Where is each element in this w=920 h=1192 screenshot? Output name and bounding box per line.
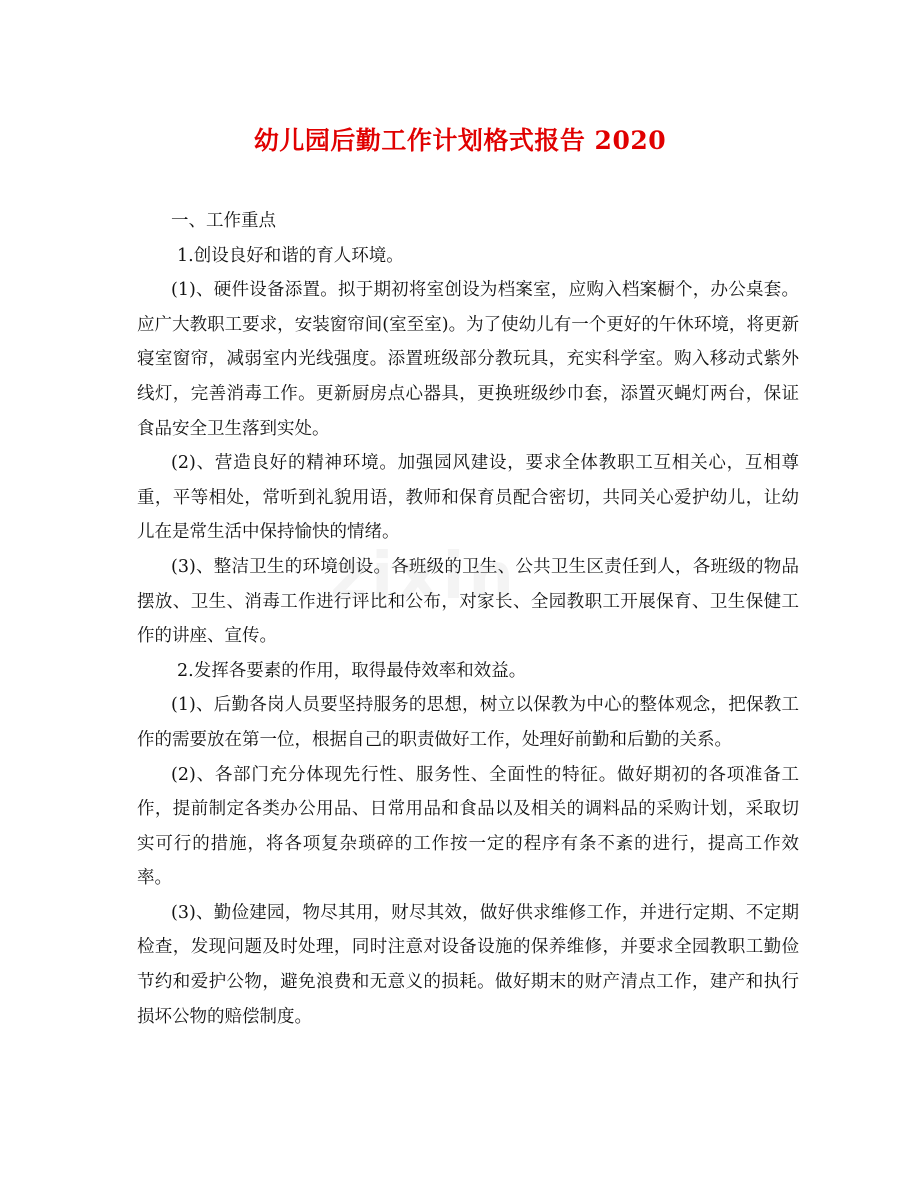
paragraph-5: (2)、各部门充分体现先行性、服务性、全面性的特征。做好期初的各项准备工作，提前制定各类办公用品、日常用品和食品以及相关的调料品的采购计划，采取切实可行的措施，将各项复杂琐碎的工作按一定的程序有条不紊的进行，提高工作效率。 [137,764,799,889]
paragraph-1: (1)、硬件设备添置。拟于期初将室创设为档案室，应购入档案橱个，办公桌套。应广大教职工要求，安装窗帘间(室至室)。为了使幼儿有一个更好的午休环境，将更新寝室窗帘，减弱室内光线强度。添置班级部分教玩具，充实科学室。购入移动式紫外线灯，完善消毒工作。更新厨房点心器具，更换班级纱巾套，添置灭蝇灯两台，保证食品安全卫生落到实处。 [137,280,799,439]
paragraph-2: (2)、营造良好的精神环境。加强园风建设，要求全体教职工互相关心，互相尊重，平等相处，常听到礼貌用语，教师和保育员配合密切，共同关心爱护幼儿，让幼儿在是常生活中保持愉快的情绪。 [137,453,799,543]
document-title: 幼儿园后勤工作计划格式报告 2020 [253,126,667,155]
subheading-1: 1.创设良好和谐的育人环境。 [177,245,404,266]
document-body [137,204,799,1034]
subheading-2: 2.发挥各要素的作用，取得最侍效率和效益。 [177,660,527,681]
paragraph-4: (1)、后勤各岗人员要坚持服务的思想，树立以保教为中心的整体观念，把保教工作的需要放在第一位，根据自己的职责做好工作，处理好前勤和后勤的关系。 [137,695,799,750]
paragraph-6: (3)、勤俭建园，物尽其用，财尽其效，做好供求维修工作，并进行定期、不定期检查，发现问题及时处理，同时注意对设备设施的保养维修，并要求全园教职工勤俭节约和爱护公物，避免浪费和无意义的损耗。做好期末的财产清点工作，建产和执行损坏公物的赔偿制度。 [137,902,799,1027]
section-heading-1: 一、工作重点 [171,211,276,231]
watermark: zixin [330,540,518,614]
paragraph-3: (3)、整洁卫生的环境创设。各班级的卫生、公共卫生区责任到人，各班级的物品摆放、卫生、消毒工作进行评比和公布，对家长、全园教职工开展保育、卫生保健工作的讲座、宣传。 [137,556,799,647]
